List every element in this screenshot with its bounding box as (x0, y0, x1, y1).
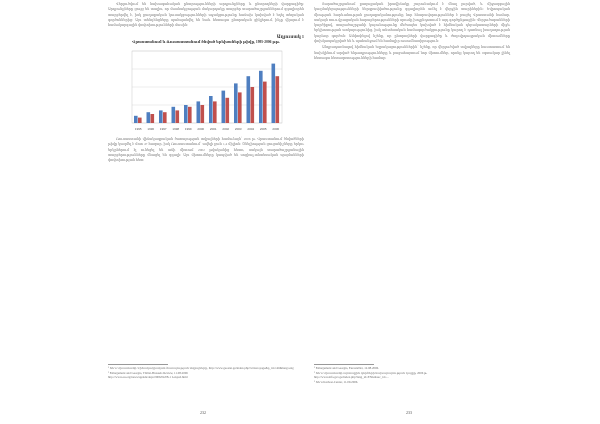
bar-series-2-2000 (201, 105, 205, 123)
bar-series-2-1998 (176, 110, 180, 123)
left-page (108, 2, 304, 422)
left-paragraph-top-text: Վերլուծվում են նախագահական ընտրությունների արդյունքները և ընտրողների վարքագիծը: Արդյունքները ցույց են տալիս, որ մասնակցության մակարդակը տարբեր տարածաշրջաններում զգալիորեն տարբերվել է, իսկ քաղաքական կուսակցությունների աջակցությունը հաճախ կախված է եղել տեղական գործոններից: Այս տենդենցները պահպանվել են նաև հետագա ընտրական ցիկլերում, ինչը վկայում է համակարգային փոփոխությունների մասին: (108, 2, 304, 28)
footnote-rule (314, 364, 374, 365)
left-paragraph-top (108, 2, 304, 28)
bar-series-2-2004 (251, 87, 255, 123)
bar-series-1-2002 (222, 91, 226, 123)
left-footnote-1: ¹ Տե՛ս Վրաստանի Վիճակագրական ծառայության տվյալները, http://www.geostat.ge/index.php?action=page&p_id=146&lang=eng (108, 366, 294, 370)
bar-series-2-1999 (188, 107, 192, 123)
right-page (314, 2, 510, 422)
bar-series-1-2001 (209, 96, 213, 123)
left-footnotes (108, 364, 304, 380)
right-footnote-4: ³ Տե՛ս Kavkaz-Center, 11.09.2006. (314, 379, 359, 384)
right-footnote-1: ¹ Enlargement and Georgia, EurasiaNet, 12.08.2006. (314, 366, 379, 370)
left-footnote-2: ² Enlargement and Georgia, Tbilisi-Brussels Review, 11.08.2006 (108, 370, 188, 375)
x-tick-label: 1998 (172, 127, 180, 132)
x-tick-label: 2003 (234, 127, 242, 132)
bar-series-2-2003 (238, 92, 242, 123)
left-paragraph-bottom (108, 137, 304, 163)
bar-series-1-1997 (159, 110, 163, 123)
bar-chart-svg (122, 47, 286, 133)
x-tick-label: 2006 (272, 127, 280, 132)
x-tick-label: 1995 (134, 127, 142, 132)
bar-series-2-2005 (263, 82, 267, 123)
x-tick-label: 2005 (259, 127, 267, 132)
right-page-number: 233 (406, 410, 412, 415)
right-paragraph-bottom (314, 45, 510, 61)
x-tick-label: 1997 (159, 127, 167, 132)
x-tick-label: 1996 (147, 127, 155, 132)
right-footnote-3: http://www.mfa.gov.ge/index.php?lang_id=ENG&sec_id=... (314, 375, 389, 380)
x-tick-label: 2000 (197, 127, 205, 132)
right-footnote-2: ² Տե՛ս Վրաստանի արտաքին գործերի նախարարության կայքը, 2006 թ. (314, 370, 428, 375)
right-paragraph-bottom-text: Անդրադառնալով հիմնական եզրակացություններին՝ նշենք, որ վերլուծված տվյալները հաստատում են նախկինում արված ենթադրությունները և բացահայտում նոր միտումներ, որոնք կարող են օգտակար լինել հետագա հետազոտությունների համար: (314, 45, 510, 60)
book-spread (108, 2, 510, 422)
bar-series-1-1999 (184, 105, 188, 123)
bar-series-1-1996 (147, 112, 151, 123)
chart-title: Վրաստանում և Ռուսաստանում ծնված երեխաների թիվը, 1995-2006 թթ. (132, 40, 280, 45)
left-page-number: 232 (200, 410, 206, 415)
left-paragraph-bottom-text: Ռուսաստանի վիճակագրական ծառայության տվյալների համաձայն՝ 2006 թ. Վրաստանում ծնվածների թիվը կազմել է մոտ 47 հազար, իսկ Ռուսաստանում՝ ավելի քան 1,4 միլիոն: Ծնելիության ցուցանիշները երկու երկրներում էլ ունեցել են աճի միտում 2002 թվականից հետո, սակայն տարածաշրջանային տարբերությունները մնացել են զգալի: Այս միտումները կապված են սոցիալ-տնտեսական պայմանների փոփոխության հետ: (108, 137, 304, 163)
bar-series-2-2006 (276, 76, 280, 123)
right-paragraph-top-text: Տարածաշրջանում քաղաքական իրավիճակը շարունակում է մնալ լարված, և միջազգային կազմակերպությունների ներգրավվածությունը զգալիորեն աճել է վերջին տարիներին: Եվրոպական միության հարևանության քաղաքականությունը նոր հնարավորություններ է բացել Վրաստանի համար, սակայն ռուս-վրացական հարաբերությունների սրումը խոչընդոտում է այդ գործընթացին: Վերլուծաբանների կարծիքով, տարածաշրջանի կայունությունը մեծապես կախված է հիմնական դերակատարների միջև երկխոսության առկայությունից, իսկ տնտեսական համագործակցությունը կարող է դառնալ խաղաղության կարևոր գործոն: Ամփոփելով նշենք, որ ընտրողների վարքագիծը և ժողովրդագրական միտումները փոխկապակցված են և պահանջում են համալիր ուսումնասիրություն: (314, 2, 510, 44)
x-tick-label: 2002 (222, 127, 230, 132)
right-paragraph-top (314, 2, 510, 44)
bar-series-1-2003 (234, 83, 238, 123)
bar-series-1-1998 (172, 107, 176, 123)
bar-series-1-2005 (259, 71, 263, 123)
footnote-rule (108, 364, 168, 365)
x-tick-label: 2004 (247, 127, 255, 132)
bar-series-2-2001 (213, 101, 217, 123)
bar-series-1-2006 (272, 64, 276, 123)
right-footnotes (314, 364, 510, 384)
bar-series-2-2002 (226, 98, 230, 123)
bar-series-2-1997 (163, 112, 167, 123)
bar-series-1-2000 (197, 101, 201, 123)
table-caption: Աղյուսակ 1 (276, 34, 304, 40)
x-tick-label: 1999 (184, 127, 192, 132)
x-tick-label: 2001 (209, 127, 217, 132)
bar-chart (122, 47, 286, 133)
left-footnote-3: http://www.eu.org/news/agenda/dept/2006/04/08-1 Lokyed.html (108, 375, 188, 380)
bar-series-1-1995 (134, 116, 138, 123)
bar-series-2-1996 (151, 114, 155, 123)
bar-series-2-1995 (138, 118, 142, 123)
bar-series-1-2004 (247, 76, 251, 123)
